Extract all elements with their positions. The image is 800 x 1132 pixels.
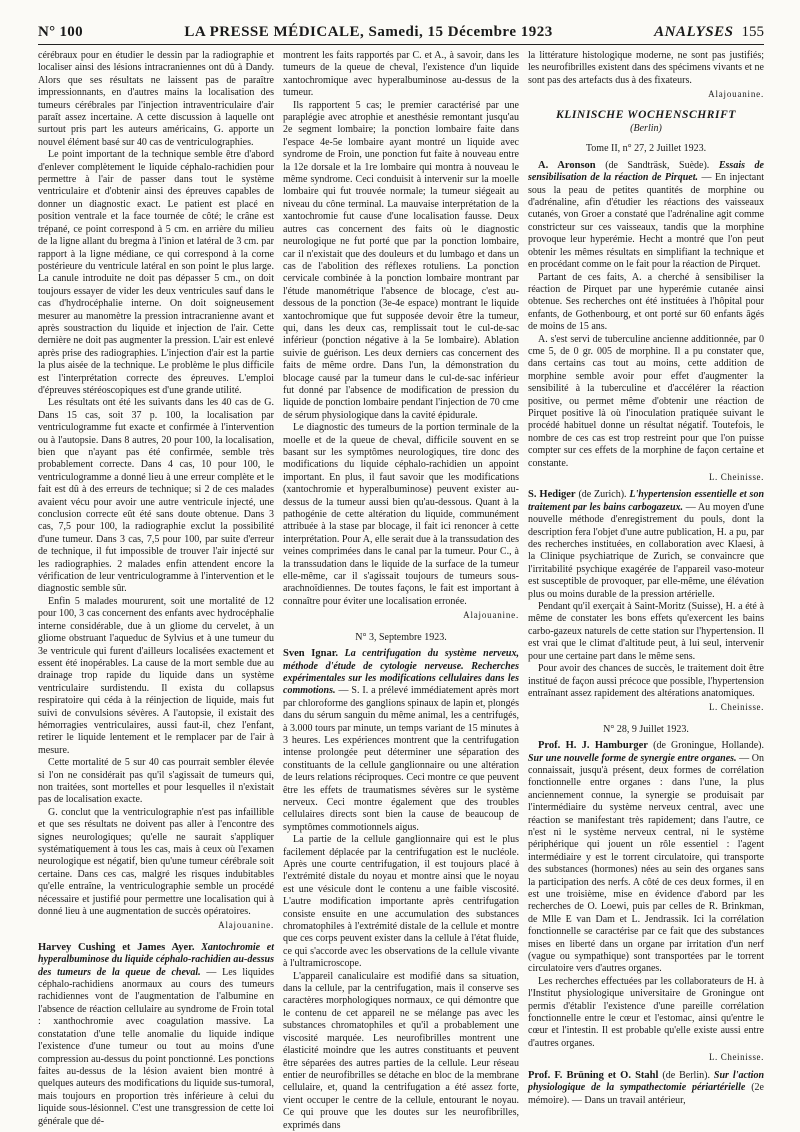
article-lead: Prof. H. J. Hamburger (de Groningue, Hollande). Sur une nouvelle forme de synergie entre organes. — On connaissait, jusqu'à présent, deux formes de corrélation fonctionnelle entre organes : dans l'une, la plus anciennement connue, la synergie se produisait par l'intermédiaire du système nerveux central, avec une réaction se manifestant très rapidement; dans l'autre, ce n'est ni le système nerveux central, ni le système périphérique qui jouent un rôle essentiel : l'agent intermédiaire y est le torrent circulatoire, qui transporte des substances (hormones) nées au sein des organes sans la participation des nerfs. A côté de ces deux formes, il en est une troisième, mise en évidence d'abord par les recherches de O. Loewi, puis par celles de R. Brinkman, de Mlle E van Dam et L. Jendrassik. Ici la corrélation fonctionnelle se caractérise par ce fait que des substances mises en liberté dans un organe par irritation d'un nerf (vague ou sympathique) sont transportées par le torrent circulatoire vers d'autres organes. (528, 740, 764, 975)
paragraph: Pendant qu'il exerçait à Saint-Moritz (Suisse), H. a été à même de constater les bons effets qu'exercent les bains carbo-gazeux naturels de cette station sur l'hypertension. Il est vrai que le climat d'altitude peut, à lui seul, intervenir pour une certaine part dans le même sens. (528, 601, 764, 662)
article-lead: Sven Ignar. La centrifugation du système nerveux, méthode d'étude de cytologie nerveuse. Recherches expérimentales sur les modifications cellulaires dans les commotions. — S. I. a prélevé immédiatement après mort par chloroforme des ganglions spinaux de lapin et, plongés dans du sérum sanguin du même animal, les a centrifugés, à 3.000 tours par minute, un temps variant de 15 minutes à 3 heures. Les expériences montrent que la centrifugation intense prolongée peut déterminer une séparation des constituants de la cellule ganglionnaire ou une altération de leurs relations réciproques. Ceci montre ce que peuvent être les effets de traumatismes sévères sur le système nerveux. Ceci montre également que des troubles cellulaires directs sont bien la cause de beaucoup de symptômes commotionnels aigus. (283, 648, 519, 833)
paragraph: Ils rapportent 5 cas; le premier caractérisé par une paraplégie avec atrophie et anesthésie remontant jusqu'au 2e segment lombaire; la ponction lombaire faite dans l'espace 4e-5e lombaire ayant montré un liquide avec syndrome de Froin, une ponction fut faite à nouveau entre la 12e dorsale et la 1re lombaire qui montra à nouveau le même syndrome. Ceci conduisit à intervenir sur la moelle lombaire qui fut trouvée normale; la tumeur siégeait au niveau du cône terminal. La mauvaise interprétation de la xantochromie fut cause d'une localisation fausse. Deux autres cas concernent des faits où le diagnostic neurologique ne fut porté que par la ponction lombaire, car il n'existait que des douleurs et du lumbago et dans un cas de l'abolition des réflexes rotuliens. La ponction cervicale combinée à la ponction lombaire montrant par l'étude manométrique l'absence de blocage, c'est au-dessous de la ponction (3e-4e espace) montrant le liquide xantochromique que fut supposée devoir être la tumeur, qui, dans les deux cas, remplissait tout le cul-de-sac inférieur (ponction négative à la 5e lombaire). Ablation suivie de guérison. Les deux derniers cas concernent des faits de même ordre. Dans l'un, la démonstration du blocage causé par la tumeur dans le cul-de-sac inférieur fut donné par l'absence de modification de pression du liquide de ponction lombaire pendant l'injection de 70 cme de sérum physiologique dans la cavité épidurale. (283, 99, 519, 421)
paragraph: Les recherches effectuées par les collaborateurs de H. à l'Institut physiologique universitaire de Groningue ont permis d'établir l'existence d'une pareille corrélation fonctionnelle entre le cœur et l'estomac, ainsi qu'entre le cœur et l'intestin. Il est probable qu'elle existe aussi entre d'autres organes. (528, 975, 764, 1049)
article-affiliation: (de Berlin). (662, 1069, 710, 1081)
issue-heading: Tome II, n° 27, 2 Juillet 1923. (585, 143, 707, 155)
paragraph: La partie de la cellule ganglionnaire qui est le plus facilement déplacée par la centrifugation est le nucléole. Après une courte centrifugation, il est toujours placé à l'extrémité distale du noyau et montre ainsi que le noyau est une vésicule dont le contenu a une faible viscosité. L'autre modification importante après centrifugation consiste ensuite en une accumulation des substances chromatophiles à l'extrémité distale de la cellule et montre que ces corps peuvent exister dans la cellule à l'état fluide, ce qui s'accorde avec les observations de la cellule vivante à l'ultramicroscope. (283, 834, 519, 970)
article-author: Sven Ignar. (283, 648, 339, 660)
journal-city: (Berlin) (630, 123, 662, 135)
journal-heading: KLINISCHE WOCHENSCHRIFT (555, 108, 737, 121)
article-lead: A. Aronson (de Sandträsk, Suède). Essais de sensibilisation de la réaction de Pirquet. — En injectant sous la peau de petites quantités de morphine ou d'adrénaline, afin d'étudier les réactions des vaisseaux cutanés, von Groer a constaté que l'adrénaline agit comme constricteur sur ces vaisseaux, tandis que la morphine provoque leur hyperémie. Hecht a montré que l'on peut obtenir les mêmes résultats en simplifiant la technique et en procédant comme on le fait pour la réaction de Pirquet. (528, 159, 764, 271)
article-affiliation: (de Zurich). (578, 489, 627, 501)
article-author: Prof. H. J. Hamburger (538, 740, 648, 752)
paragraph: cérébraux pour en étudier le dessin par la radiographie et localiser ainsi des lésions intracraniennes ont dû à Dandy. Alors que ses résultats ne laissent pas de paraître impressionnants, en d'autres mains la localisation des tumeurs cérébrales par l'injection intraventriculaire d'air paraît assez incertaine. A cette discussion à laquelle ont surtout pris part les auteurs américains, G. apporte un nouvel élément basé sur 40 cas de ventriculographies. (38, 50, 274, 148)
paragraph: montrent les faits rapportés par C. et A., à savoir, dans les tumeurs de la queue de cheval, l'existence d'un liquide xantochromique avec hyperalbuminose au-dessus de la tumeur. (283, 50, 519, 99)
paragraph: Les résultats ont été les suivants dans les 40 cas de G. Dans 15 cas, soit 37 p. 100, la localisation par ventriculogramme fut exacte et confirmée à l'intervention ou à l'autopsie. Dans 8 autres, 20 pour 100, la localisation, bien que n'ayant pas été confirmée, semble très probablement correcte. Dans 4 cas, 10 pour 100, le ventriculogramme a donné lieu à une erreur complète et le fait est dû à des erreurs de technique; si 2 de ces malades avaient vécu pour avoir une autre ventricule injecté, une conclusion correcte eût été sans doute obtenue. Dans 3 cas, 7,5 pour 100, la radiographie exclut la possibilité d'une tumeur. Dans 3 cas, 7,5 pour 100, par suite d'erreur de technique, il fut impossible de trouver l'air injecté sur les radiographies. 2 malades enfin attendent encore la vérification de leur ventriculogramme à l'intervention et le diagnostic semble sûr. (38, 397, 274, 595)
article-text: Au moyen d'une nouvelle méthode d'enregistrement du pouls, dont la description fera l'objet d'une autre publication, H. a pu, par des recherches instituées, en collaboration avec Klaesi, à la Clinique psychiatrique de Zurich, se convaincre que l'irritabilité psychique exagérée de l'appareil vaso-moteur est susceptible de provoquer, par elle-même, une élévation plus ou moins durable de la pression artérielle. (528, 501, 764, 600)
signature: L. Cheinisse. (708, 472, 764, 482)
paragraph: Le diagnostic des tumeurs de la portion terminale de la moelle et de la queue de cheval, difficile souvent en se basant sur les symptômes neurologiques, tire donc des modifications du liquide céphalo-rachidien un appoint important. En plus, il faut savoir que les modifications (xantochromie et hyperalbuminose) peuvent exister au-dessus de la tumeur aussi bien qu'au-dessous. Quant à la pathogénie de cette altération du liquide, communément attribuée à la stase par blocage, il fait ici renoncer à cette interprétation. Pour A, elle serait due à la transsudation des veines comprimées dans le canal par la tumeur. Pour C., à la transsudation dans le liquide de la surface de la tumeur elle-même, car il s'agissait toujours de tumeurs sous-arachnoïdiennes. De toutes façons, le fait est important à connaître pour éviter une localisation erronée. (283, 422, 519, 607)
article-author: Harvey Cushing et James Ayer. (38, 941, 195, 953)
signature: Alajouanine. (463, 610, 519, 621)
article-title: L'hypertension essentielle et son traitement par les bains carbogazeux. (528, 489, 765, 513)
section-and-page (654, 24, 764, 41)
article-affiliation: (de Groningue, Hollande). (653, 740, 764, 752)
article-text: En injectant sous la peau de petites quantités de morphine ou d'adrénaline, afin d'étudier les réactions des vaisseaux cutanés, von Groer a constaté que l'adrénaline agit comme constricteur sur ces vaisseaux, tandis que la morphine provoque leur hyperémie. Hecht a montré que l'on peut obtenir les mêmes résultats en simplifiant la technique et en procédant comme on le fait pour la réaction de Pirquet. (528, 172, 764, 271)
article-text: S. I. a prélevé immédiatement après mort par chloroforme des ganglions spinaux de lapin et, plongés dans du sérum sanguin du même animal, les a centrifugés, à 3.000 tours par minute, un temps variant de 15 minutes à 3 heures. Les expériences montrent que la centrifugation intense prolongée peut déterminer une séparation des constituants de la cellule ganglionnaire ou une altération de leurs relations réciproques. Ceci montre ce que peuvent être les effets de traumatismes sévères sur le système nerveux. Ceci montre également que des troubles cellulaires directs sont bien la cause de beaucoup de symptômes commotionnels aigus. (283, 685, 519, 833)
article-title: La centrifugation du système nerveux, méthode d'étude de cytologie nerveuse. Recherches expérimentales sur les modifications cellulaires dans les commotions. (283, 648, 519, 697)
article-author: A. Aronson (538, 159, 596, 171)
article-title: Sur une nouvelle forme de synergie entre organes. (528, 752, 737, 764)
signature: Alajouanine. (218, 920, 274, 931)
paragraph: L'appareil canaliculaire est modifié dans sa situation, dans la cellule, par la centrifugation, mais il conserve ses caractères morphologiques normaux, ce qui démontre que le contenu de cet appareil ne se mélange pas avec les substances chromatophiles et qu'il a probablement une viscosité marquée. Les neurofibrilles montrent une élasticité moindre que les autres constituants et peuvent être séparées des autres parties de la cellule. Leur réseau entier de neurofibrilles se détache en bloc de la membrane cellulaire, et, quand la centrifugation a été assez forte, vient occuper le centre de la cellule, entourant le noyau. Ce qui prouve que les doutes sur les neurofibrilles, exprimés dans (283, 970, 519, 1131)
paragraph: la littérature histologique moderne, ne sont pas justifiés; les neurofibrilles existent dans des spécimens vivants et ne sont pas des artefacts dus à des fixateurs. (528, 50, 764, 86)
signature: L. Cheinisse. (708, 1052, 764, 1063)
article-title: Sur l'action physiologique de la sympathectomie périartérielle (528, 1069, 765, 1094)
page-header (38, 20, 764, 45)
journal-title: LA PRESSE MÉDICALE, Samedi, 15 Décembre 1923 (184, 23, 553, 40)
paragraph: Partant de ces faits, A. a cherché à sensibiliser la réaction de Pirquet par une hyperémie cutanée ainsi obtenue. Ses recherches ont été instituées à l'hôpital pour enfants, de Gothenbourg, et ont porté sur 60 enfants âgés de moins de 15 ans. (528, 271, 764, 333)
article (283, 648, 519, 1132)
article-lead: Harvey Cushing et James Ayer. Xantochromie et hyperalbuminose du liquide céphalo-rachidien au-dessus des tumeurs de la queue de cheval. — Les liquides céphalo-rachidiens anormaux au cours des tumeurs rachidiennes vont de l'augmentation de l'albumine en l'absence de réaction cellulaire au syndrome de Froin total : xanthochromie avec coagulation massive. La constatation d'une telle anomalie du liquide indique l'existence d'une tumeur ou tout au moins d'une compression au-dessus du point ponctionné. Les ponctions faites au-dessus de la lésion avaient bien montré à quelques auteurs des modifications du liquide sus-tumoral, mais toujours en proportion très inférieure à celui du liquide sous-lésionnel. C'est une transgression de cette loi générale que dé- (38, 941, 275, 1127)
article-text: (2e mémoire). — Dans un travail antérieur, (528, 1082, 764, 1106)
paragraph: Le point important de la technique semble être d'abord d'enlever complètement le liquide céphalo-rachidien pour permettre à l'air de passer dans tout le système ventriculaire et d'obtenir ainsi des épreuves capables de donner un diagnostic exact. Le patient est placé en position ventrale et la face tournée de côté; le crâne est trépané, ce point correspond à 5 cm. en arrière du milieu de la ligne allant du bregma à l'inion et latéral de 3 cm. par rapport à la ligne médiane, ce qui correspond à la corne postérieure du ventricule latéral en son point le plus large. La canule introduite ne doit pas dépasser 5 cm., on doit toujours essayer de vider les deux ventricules sauf dans le cas d'hydrocéphalie interne. On doit soigneusement mesurer au manomètre la pression intracranienne avant et après soustraction du liquide et injection de l'air. Cette dernière ne doit pas augmenter la pression. L'air est enlevé après prise des radiographies. L'injection d'air est la partie la plus aisée de la technique. Le problème le plus difficile est l'interprétation correcte des épreuves. L'emploi d'épreuves stéréoscopiques est d'une grande utilité. (38, 149, 274, 396)
column-2 (283, 50, 519, 1131)
article-affiliation: (de Sandträsk, Suède). (605, 159, 710, 171)
paragraph: A. s'est servi de tuberculine ancienne additionnée, par 0 cme 5, de 0 gr. 005 de morphine. Il a pu constater que, dans certains cas tout au moins, cette addition de morphine semble avoir pour effet d'augmenter la sensibilité à la tuberculine et d'accélérer la réaction positive, ou permet même d'obtenir une réaction de Pirquet positive là où l'inoculation pratiquée suivant le procédé habituel donne un résultat négatif. Toutefois, le nombre de ces cas est trop restreint pour que l'on puisse compter sur ces effets de la morphine de façon certaine et constante. (528, 333, 764, 469)
article-lead: S. Hediger (de Zurich). L'hypertension essentielle et son traitement par les bains carbogazeux. — Au moyen d'une nouvelle méthode d'enregistrement du pouls, dont la description fera l'objet d'une autre publication, H. a pu, par des recherches instituées, en collaboration avec Klaesi, à la Clinique psychiatrique de Zurich, se convaincre que l'irritabilité psychique exagérée de l'appareil vaso-moteur est susceptible de provoquer, par elle-même, une élévation plus ou moins durable de la pression artérielle. (528, 489, 765, 600)
paragraph: Cette mortalité de 5 sur 40 cas pourrait sembler élevée si l'on ne considérait pas qu'il s'agissait de tumeurs qui, non traitées, sont mortelles et pour lesquelles il n'existait pas de localisation exacte. (38, 757, 274, 806)
paragraph: Enfin 5 malades moururent, soit une mortalité de 12 pour 100, 3 cas concernent des enfants avec hydrocéphalie interne considérable, due à un gliome du cervelet, à un gliome obstruant l'aqueduc de Sylvius et à une tumeur du 3e ventricule qui furent d'ailleurs localisées exactement et essent été inopérables. La cause de la mort semble due au drainage trop rapide du liquide dans un système ventriculaire surdistendu. Il exista du collapsus respiratoire qui céda à la réinjection de liquide, mais fut suivi de convulsions sévères. A l'autopsie, il existait des hémorragies ventriculaires, aussi faut-il, chez l'enfant, retirer le liquide lentement et le remplacer par de l'air à mesure. (38, 595, 274, 756)
issue-heading: N° 28, 9 Juillet 1923. (603, 723, 689, 735)
article-author: S. Hediger (528, 489, 576, 501)
issue-number: N° 100 (38, 23, 83, 40)
article (528, 1070, 764, 1107)
article-lead (528, 1070, 764, 1107)
signature: Alajouanine. (708, 89, 764, 100)
column-3 (528, 50, 765, 1106)
article (528, 740, 764, 1064)
section-name: ANALYSES (654, 23, 734, 40)
issue-heading: N° 3, Septembre 1923. (355, 631, 447, 643)
article-title: Xantochromie et hyperalbuminose du liquide céphalo-rachidien au-dessus des tumeurs de la queue de cheval. (38, 941, 274, 978)
signature: L. Cheinisse. (708, 702, 764, 713)
article (528, 160, 764, 484)
page-number: 155 (741, 23, 764, 40)
column-1 (38, 50, 275, 1127)
paragraph: G. conclut que la ventriculographie n'est pas infaillible et que ses résultats ne doivent pas aller à l'encontre des signes neurologiques; qu'elle ne saurait s'appliquer systématiquement à tous les cas, mais à ceux où l'examen neurologique est négatif, bien qu'une tumeur cérébrale soit certaine. Dans ces cas, malgré les risques indubitables qu'elle entraîne, la ventriculographie semble un procédé nécessaire et justifié pour permettre une localisation qui à donné lieu à une augmentation de succès opératoires. (38, 806, 274, 918)
article-title: Essais de sensibilisation de la réaction de Pirquet. (528, 159, 764, 184)
article-text: On connaissait, jusqu'à présent, deux formes de corrélation fonctionnelle entre organes : dans l'une, la plus anciennement connue, la synergie se produisait par l'intermédiaire du système nerveux central, avec une réaction se manifestant très rapidement; dans l'autre, ce n'est ni le système nerveux central, ni le système périphérique qui jouent un rôle essentiel : l'agent intermédiaire y est le torrent circulatoire, qui transporte des substances (hormones) nées au sein des organes sans la participation des nerfs. A côté de ces deux formes, il en est une troisième, mise en évidence d'abord par les recherches de O. Loewi, puis par celles de R. Brinkman, de Mlle E van Dam et L. Jendrassik. Ici la corrélation fonctionnelle se caractérise par ce fait que des substances mises en liberté dans un organe par irritation d'un nerf (vague ou sympathique) sont transportées par le torrent circulatoire vers d'autres organes. (528, 752, 764, 975)
article (528, 489, 764, 713)
article-author: Prof. F. Brüning et O. Stahl (528, 1069, 659, 1081)
article (38, 942, 274, 1128)
article-text: Les liquides céphalo-rachidiens anormaux au cours des tumeurs rachidiennes vont de l'augmentation de l'albumine en l'absence de réaction cellulaire au syndrome de Froin total : xanthochromie avec coagulation massive. La constatation d'une telle anomalie du liquide indique l'existence d'une tumeur ou tout au moins d'une compression au-dessus du point ponctionné. Les ponctions faites au-dessus de la lésion avaient bien montré à quelques auteurs des modifications du liquide sus-tumoral, mais toujours en proportion très inférieure à celui du liquide sous-lésionnel. C'est une transgression de cette loi générale que dé- (38, 966, 275, 1127)
paragraph: Pour avoir des chances de succès, le traitement doit être institué de façon aussi précoce que possible, l'hypertension entraînant assez rapidement des altérations anatomiques. (528, 663, 764, 699)
